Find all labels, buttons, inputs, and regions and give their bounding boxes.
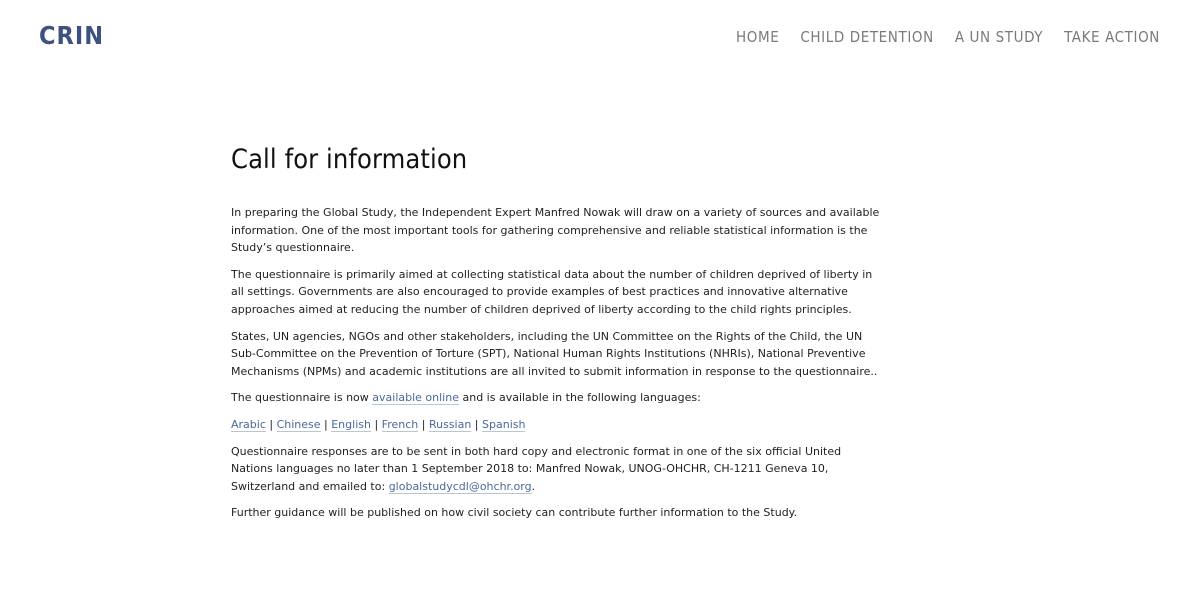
nav-child-detention[interactable]: CHILD DETENTION bbox=[800, 28, 934, 46]
availability-text-before: The questionnaire is now bbox=[231, 391, 373, 405]
paragraph-intro: In preparing the Global Study, the Independent Expert Manfred Nowak will draw on a variety of sources and available information. One of the most important tools for gathering comprehensive and reliable statistical information is the Study’s questionnaire. bbox=[231, 206, 880, 255]
language-link-chinese[interactable]: Chinese bbox=[276, 417, 321, 431]
language-separator: | bbox=[320, 417, 332, 431]
article-content bbox=[231, 142, 881, 531]
available-online-link[interactable]: available online bbox=[372, 391, 459, 405]
language-link-russian[interactable]: Russian bbox=[428, 417, 472, 431]
language-link-english[interactable]: English bbox=[331, 417, 371, 431]
language-link-french[interactable]: French bbox=[381, 417, 419, 431]
submission-text: Questionnaire responses are to be sent in both hard copy and electronic format in one of the six official United Nations languages no later than 1 September 2018 to: Manfred Nowak, UNOG-OHCHR, CH-1211 Geneva 10, Switzerland and emailed to: bbox=[231, 444, 842, 493]
language-separator: | bbox=[370, 417, 382, 431]
language-separator: | bbox=[471, 417, 483, 431]
nav-home[interactable]: HOME bbox=[736, 28, 780, 46]
language-links bbox=[231, 416, 881, 434]
language-separator: | bbox=[418, 417, 429, 431]
nav-take-action[interactable]: TAKE ACTION bbox=[1064, 28, 1160, 46]
language-separator: | bbox=[265, 417, 277, 431]
paragraph-availability bbox=[231, 389, 881, 407]
nav-un-study[interactable]: A UN STUDY bbox=[954, 28, 1044, 46]
submission-end: . bbox=[531, 479, 536, 493]
paragraph-submission bbox=[231, 443, 881, 496]
paragraph-purpose: The questionnaire is primarily aimed at collecting statistical data about the number of children deprived of liberty in all settings. Governments are also encouraged to provide examples of best practices and innovative alternative approaches aimed at reducing the number of children deprived of liberty according to the child rights principles. bbox=[231, 267, 873, 316]
paragraph-stakeholders: States, UN agencies, NGOs and other stakeholders, including the UN Committee on the Rights of the Child, the UN Sub-Committee on the Prevention of Torture (SPT), National Human Rights Institutions (NHRIs), National Preventive Mechanisms (NPMs) and academic institutions are all invited to submit information in response to the questionnaire.. bbox=[231, 329, 878, 378]
availability-text-after: and is available in the following languages: bbox=[458, 391, 701, 405]
page-title: Call for information bbox=[231, 144, 468, 175]
email-link[interactable]: globalstudycdl@ohchr.org bbox=[388, 479, 532, 493]
language-link-arabic[interactable]: Arabic bbox=[231, 417, 266, 431]
language-link-spanish[interactable]: Spanish bbox=[482, 417, 526, 431]
main-nav bbox=[736, 26, 1160, 48]
paragraph-guidance: Further guidance will be published on how civil society can contribute further information to the Study. bbox=[231, 506, 798, 520]
site-logo[interactable]: CRIN bbox=[39, 21, 105, 50]
